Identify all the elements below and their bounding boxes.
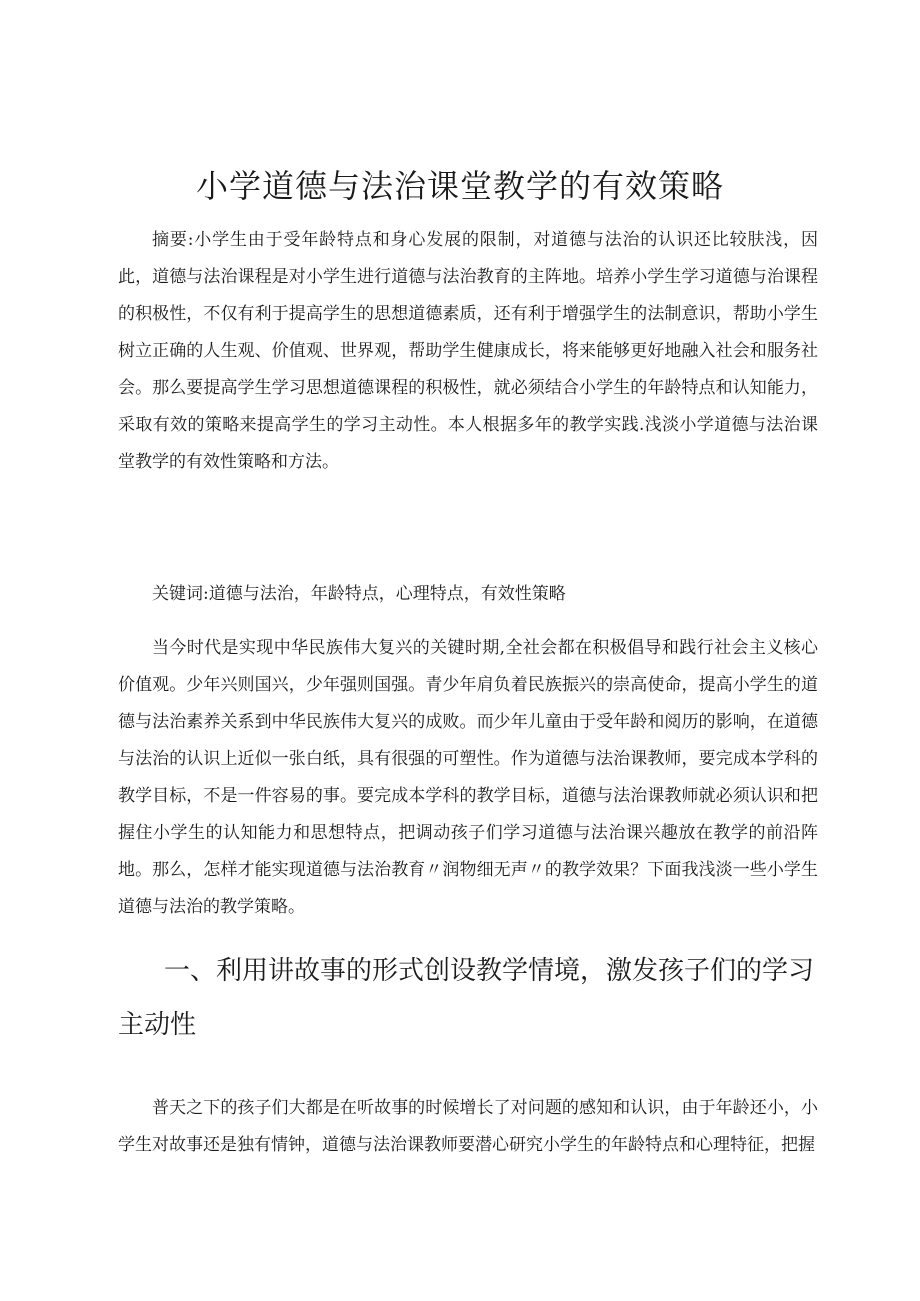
section-1-heading: 一、利用讲故事的形式创设教学情境，激发孩子们的学习主动性	[118, 956, 815, 1040]
keywords-text: 道德与法治，年龄特点，心理特点，有效性策略	[208, 584, 566, 604]
document-title: 小学道德与法治课堂教学的有效策略	[195, 167, 724, 205]
keywords-label: 关键词:	[152, 584, 209, 604]
abstract-text: 小学生由于受年龄特点和身心发展的限制，对道德与法治的认识还比较肤浅，因此，道德与法治课程是对小学生进行道德与法治教育的主阵地。培养小学生学习道德与治课程的积极性，不仅有利于提高学生的思想道德素质，还有利于增强学生的法制意识，帮助小学生树立正确的人生观、价值观、世界观，帮助学生健康成长，将来能够更好地融入社会和服务社会。那么要提高学生学习思想道德课程的积极性，就必须结合小学生的年龄特点和认知能力，采取有效的策略来提高学生的学习主动性。本人根据多年的教学实践.浅淡小学道德与法治课堂教学的有效性策略和方法。	[118, 230, 818, 472]
abstract-label: 摘要:	[152, 230, 194, 250]
section-1-paragraph: 普天之下的孩子们大都是在听故事的时候增长了对问题的感知和认识，由于年龄还小，小学生对故事还是独有情钟，道德与法治课教师要潜心研究小学生的年龄特点和心理特征，把握	[118, 1098, 818, 1155]
intro-paragraph: 当今时代是实现中华民族伟大复兴的关键时期,全社会都在积极倡导和践行社会主义核心价值观。少年兴则国兴，少年强则国强。青少年肩负着民族振兴的崇高使命，提高小学生的道德与法治素养关系到中华民族伟大复兴的成败。而少年儿童由于受年龄和阅历的影响，在道德与法治的认识上近似一张白纸，具有很强的可塑性。作为道德与法治课教师，要完成本学科的教学目标，不是一件容易的事。要完成本学科的教学目标，道德与法治课教师就必须认识和把握住小学生的认知能力和思想特点，把调动孩子们学习道德与法治课兴趣放在教学的前沿阵地。那么，怎样才能实现道德与法治教育〃润物细无声〃的教学效果？下面我浅淡一些小学生道德与法治的教学策略。	[118, 638, 818, 917]
abstract-paragraph	[118, 222, 818, 481]
keywords-paragraph	[118, 576, 818, 613]
